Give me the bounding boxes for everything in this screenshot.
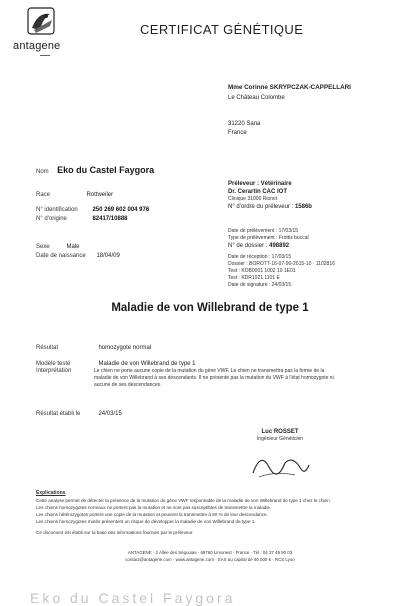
owner-postcode-city: 31220 Sana: [228, 121, 261, 127]
logo-wordmark: antagene: [13, 40, 61, 52]
vet-name: Dr. Cerartin CAC IOT: [228, 189, 288, 195]
sample-dossier: Dossier : BOROTT-16-07-90-2015-10 · 1102816: [228, 261, 335, 267]
vet-address: Clinique 31000 Rionet: [228, 196, 278, 202]
dog-birth-row: [36, 244, 120, 262]
signature-block: [240, 428, 320, 490]
birth-label: Date de naissance: [36, 253, 86, 259]
footnote-line-2: Les chiens homozygotes normaux ne portent pas la mutation et ne sont pas susceptibles de transmettre la maladie.: [36, 505, 272, 510]
sample-block: [228, 228, 413, 289]
test-title: Maladie de von Willebrand de type 1: [111, 302, 309, 314]
dog-origin-row: [36, 207, 128, 225]
sample-date: Date de prélèvement : 17/03/15: [228, 228, 299, 234]
footnote-line-4: Les chiens homozygotes mutés présentent un risque de développer la maladie de von Willebrand de type 1.: [36, 519, 256, 524]
sample-type: Type de prélèvement : Frottis buccal: [228, 235, 309, 241]
sample-signature-date: Date de signature : 24/03/15: [228, 282, 292, 288]
interpretation-label: Interprétation: [36, 368, 72, 374]
document-title: CERTIFICAT GÉNÉTIQUE: [140, 22, 304, 37]
footer-line-2: contact@antagene.com · www.antagene.com · SAS au capital de 40 000 € · RCS Lyon: [125, 557, 295, 562]
footnote-line-3: Les chiens hétérozygotes portent une copie de la mutation et peuvent la transmettre à 50 % de leur descendance.: [36, 512, 268, 517]
mode-label: Modèle testé: [36, 361, 71, 367]
sample-file-value: 498892: [269, 243, 290, 249]
dog-name-value: Eko du Castel Faygora: [57, 165, 155, 175]
result-value: homozygote normal: [98, 345, 152, 351]
logo-underline: [40, 55, 50, 56]
result-label: Résultat: [36, 345, 59, 351]
dog-name-label: Nom: [36, 169, 49, 175]
antagene-logo: [10, 6, 70, 56]
vet-number-value: 1586b: [294, 204, 312, 210]
interpretation-line-2: maladie de von Willebrand à ses descendants. Il ne présente pas la mutation du VWF à l'état homozygote ni: [94, 375, 334, 381]
breed-label: Race: [36, 192, 51, 198]
footnotes: [36, 490, 410, 536]
sample-file-row: N° de dossier : 498892: [228, 243, 290, 249]
antagene-logo-icon: [10, 6, 70, 44]
breed-value: Rottweiler: [86, 192, 114, 198]
handwritten-signature-icon: [245, 445, 315, 485]
owner-name: Mme Corinne SKRYPCZAK-CAPPELLARI: [228, 84, 351, 91]
signatory-name: Luc ROSSET: [261, 429, 299, 435]
result-date-row: [36, 402, 122, 420]
result-date-value: 24/03/15: [98, 411, 122, 417]
sample-file-label: N° de dossier: [228, 243, 265, 249]
mode-value: Maladie de von Willebrand de type 1: [98, 361, 196, 367]
footnote-line-5: Ce document est établi sur la base des informations fournies par le préleveur.: [36, 530, 194, 535]
birth-value: 18/04/09: [96, 253, 120, 259]
vet-block: [228, 180, 408, 211]
sex-value: Male: [66, 244, 80, 250]
footnotes-heading: Explications: [36, 490, 66, 496]
interpretation-line-3: aucune de ses descendances.: [94, 382, 162, 388]
footnote-line-1: Cette analyse permet de détecter la présence de la mutation du gène VWF responsable de la maladie de von Willebrand de type 1 chez le chien.: [36, 498, 331, 503]
sample-test-1: Test : KOB0001 1002 10 1E01: [228, 268, 296, 274]
dog-name-row: [36, 160, 154, 178]
interpretation-line-1: Le chien ne porte aucune copie de la mutation du gène VWF. Le chien ne transmettra pas la forme de la: [94, 368, 325, 374]
vet-number-row: N° d'ordre du préleveur : 1586b: [228, 204, 312, 210]
vet-heading: Préleveur : Vétérinaire: [228, 181, 292, 187]
footer-line-1: ANTAGENE · 2 Allée des Séquoias · 69760 Limonest · France · Tél : 04 37 49 90 03: [127, 550, 293, 555]
sample-test-2: Test : KDR1021 1101 E: [228, 275, 280, 281]
signatory-title: Ingénieur Généticien: [256, 436, 304, 442]
vet-number-label: N° d'ordre du préleveur: [228, 204, 290, 210]
bottom-cut-text: Eko du Castel Faygora: [30, 590, 236, 606]
id-label: N° identification: [36, 207, 78, 213]
id-value: 250 269 602 004 976: [92, 207, 150, 213]
sex-label: Sexe: [36, 244, 50, 250]
origin-label: N° d'origine: [36, 216, 67, 222]
result-date-label: Résultat établi le: [36, 411, 81, 417]
owner-block: [228, 84, 418, 137]
origin-value: 82417/10888: [92, 216, 128, 222]
interpretation-text: [94, 368, 412, 389]
owner-address: Le Château Colombe: [228, 95, 285, 101]
owner-country: France: [228, 130, 247, 136]
sample-reception: Date de réception : 17/03/15: [228, 254, 292, 260]
page-footer: [0, 549, 420, 563]
